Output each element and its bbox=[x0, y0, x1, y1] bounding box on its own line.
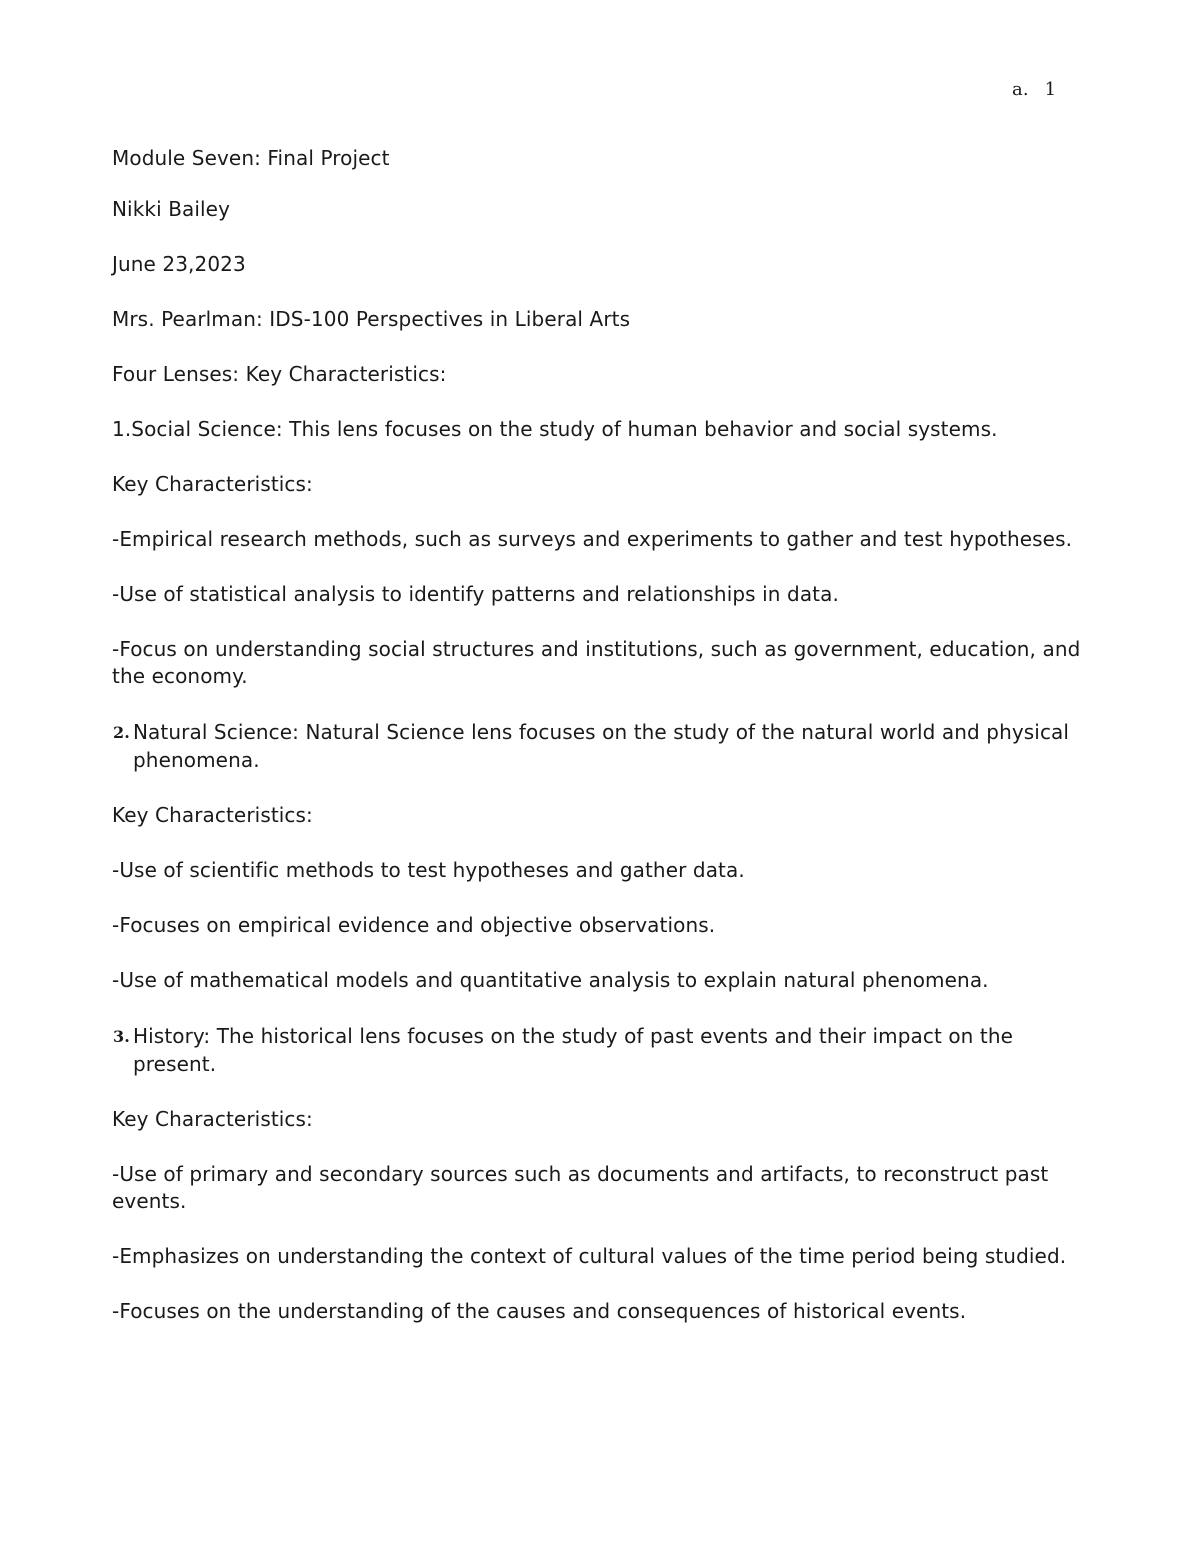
list-item: -Use of mathematical models and quantitative analysis to explain natural phenomena. bbox=[112, 968, 989, 992]
page-number-label: a. bbox=[1012, 79, 1029, 100]
list-item: -Use of primary and secondary sources such as documents and artifacts, to reconstruct past events. bbox=[112, 1162, 1049, 1213]
page-number bbox=[1012, 78, 1056, 102]
key-characteristics-heading: Key Characteristics: bbox=[112, 1107, 313, 1131]
list-item: -Use of scientific methods to test hypotheses and gather data. bbox=[112, 858, 745, 882]
lens-history bbox=[112, 1022, 1087, 1078]
list-item: -Focus on understanding social structures and institutions, such as government, education, and the economy. bbox=[112, 637, 1081, 688]
list-item: -Focuses on empirical evidence and objective observations. bbox=[112, 913, 716, 937]
list-number: 3. bbox=[113, 1027, 130, 1046]
list-number: 2. bbox=[113, 723, 130, 742]
intro-heading: Four Lenses: Key Characteristics: bbox=[112, 362, 447, 386]
document-date: June 23,2023 bbox=[112, 252, 246, 276]
document-body bbox=[112, 145, 1087, 1353]
page-number-value: 1 bbox=[1044, 79, 1057, 100]
lens-social-science: 1.Social Science: This lens focuses on the study of human behavior and social systems. bbox=[112, 417, 998, 441]
lens-natural-science bbox=[112, 718, 1087, 774]
course-info: Mrs. Pearlman: IDS-100 Perspectives in Liberal Arts bbox=[112, 307, 631, 331]
lens-text: Natural Science: Natural Science lens focuses on the study of the natural world and physical phenomena. bbox=[133, 720, 1070, 772]
list-item: -Emphasizes on understanding the context of cultural values of the time period being studied. bbox=[112, 1244, 1067, 1268]
document-title: Module Seven: Final Project bbox=[112, 146, 390, 170]
list-item: -Focuses on the understanding of the causes and consequences of historical events. bbox=[112, 1299, 967, 1323]
list-item: -Use of statistical analysis to identify patterns and relationships in data. bbox=[112, 582, 839, 606]
key-characteristics-heading: Key Characteristics: bbox=[112, 472, 313, 496]
lens-text: History: The historical lens focuses on the study of past events and their impact on the present. bbox=[133, 1024, 1014, 1076]
author-name: Nikki Bailey bbox=[112, 197, 231, 221]
list-item: -Empirical research methods, such as surveys and experiments to gather and test hypotheses. bbox=[112, 527, 1073, 551]
key-characteristics-heading: Key Characteristics: bbox=[112, 803, 313, 827]
